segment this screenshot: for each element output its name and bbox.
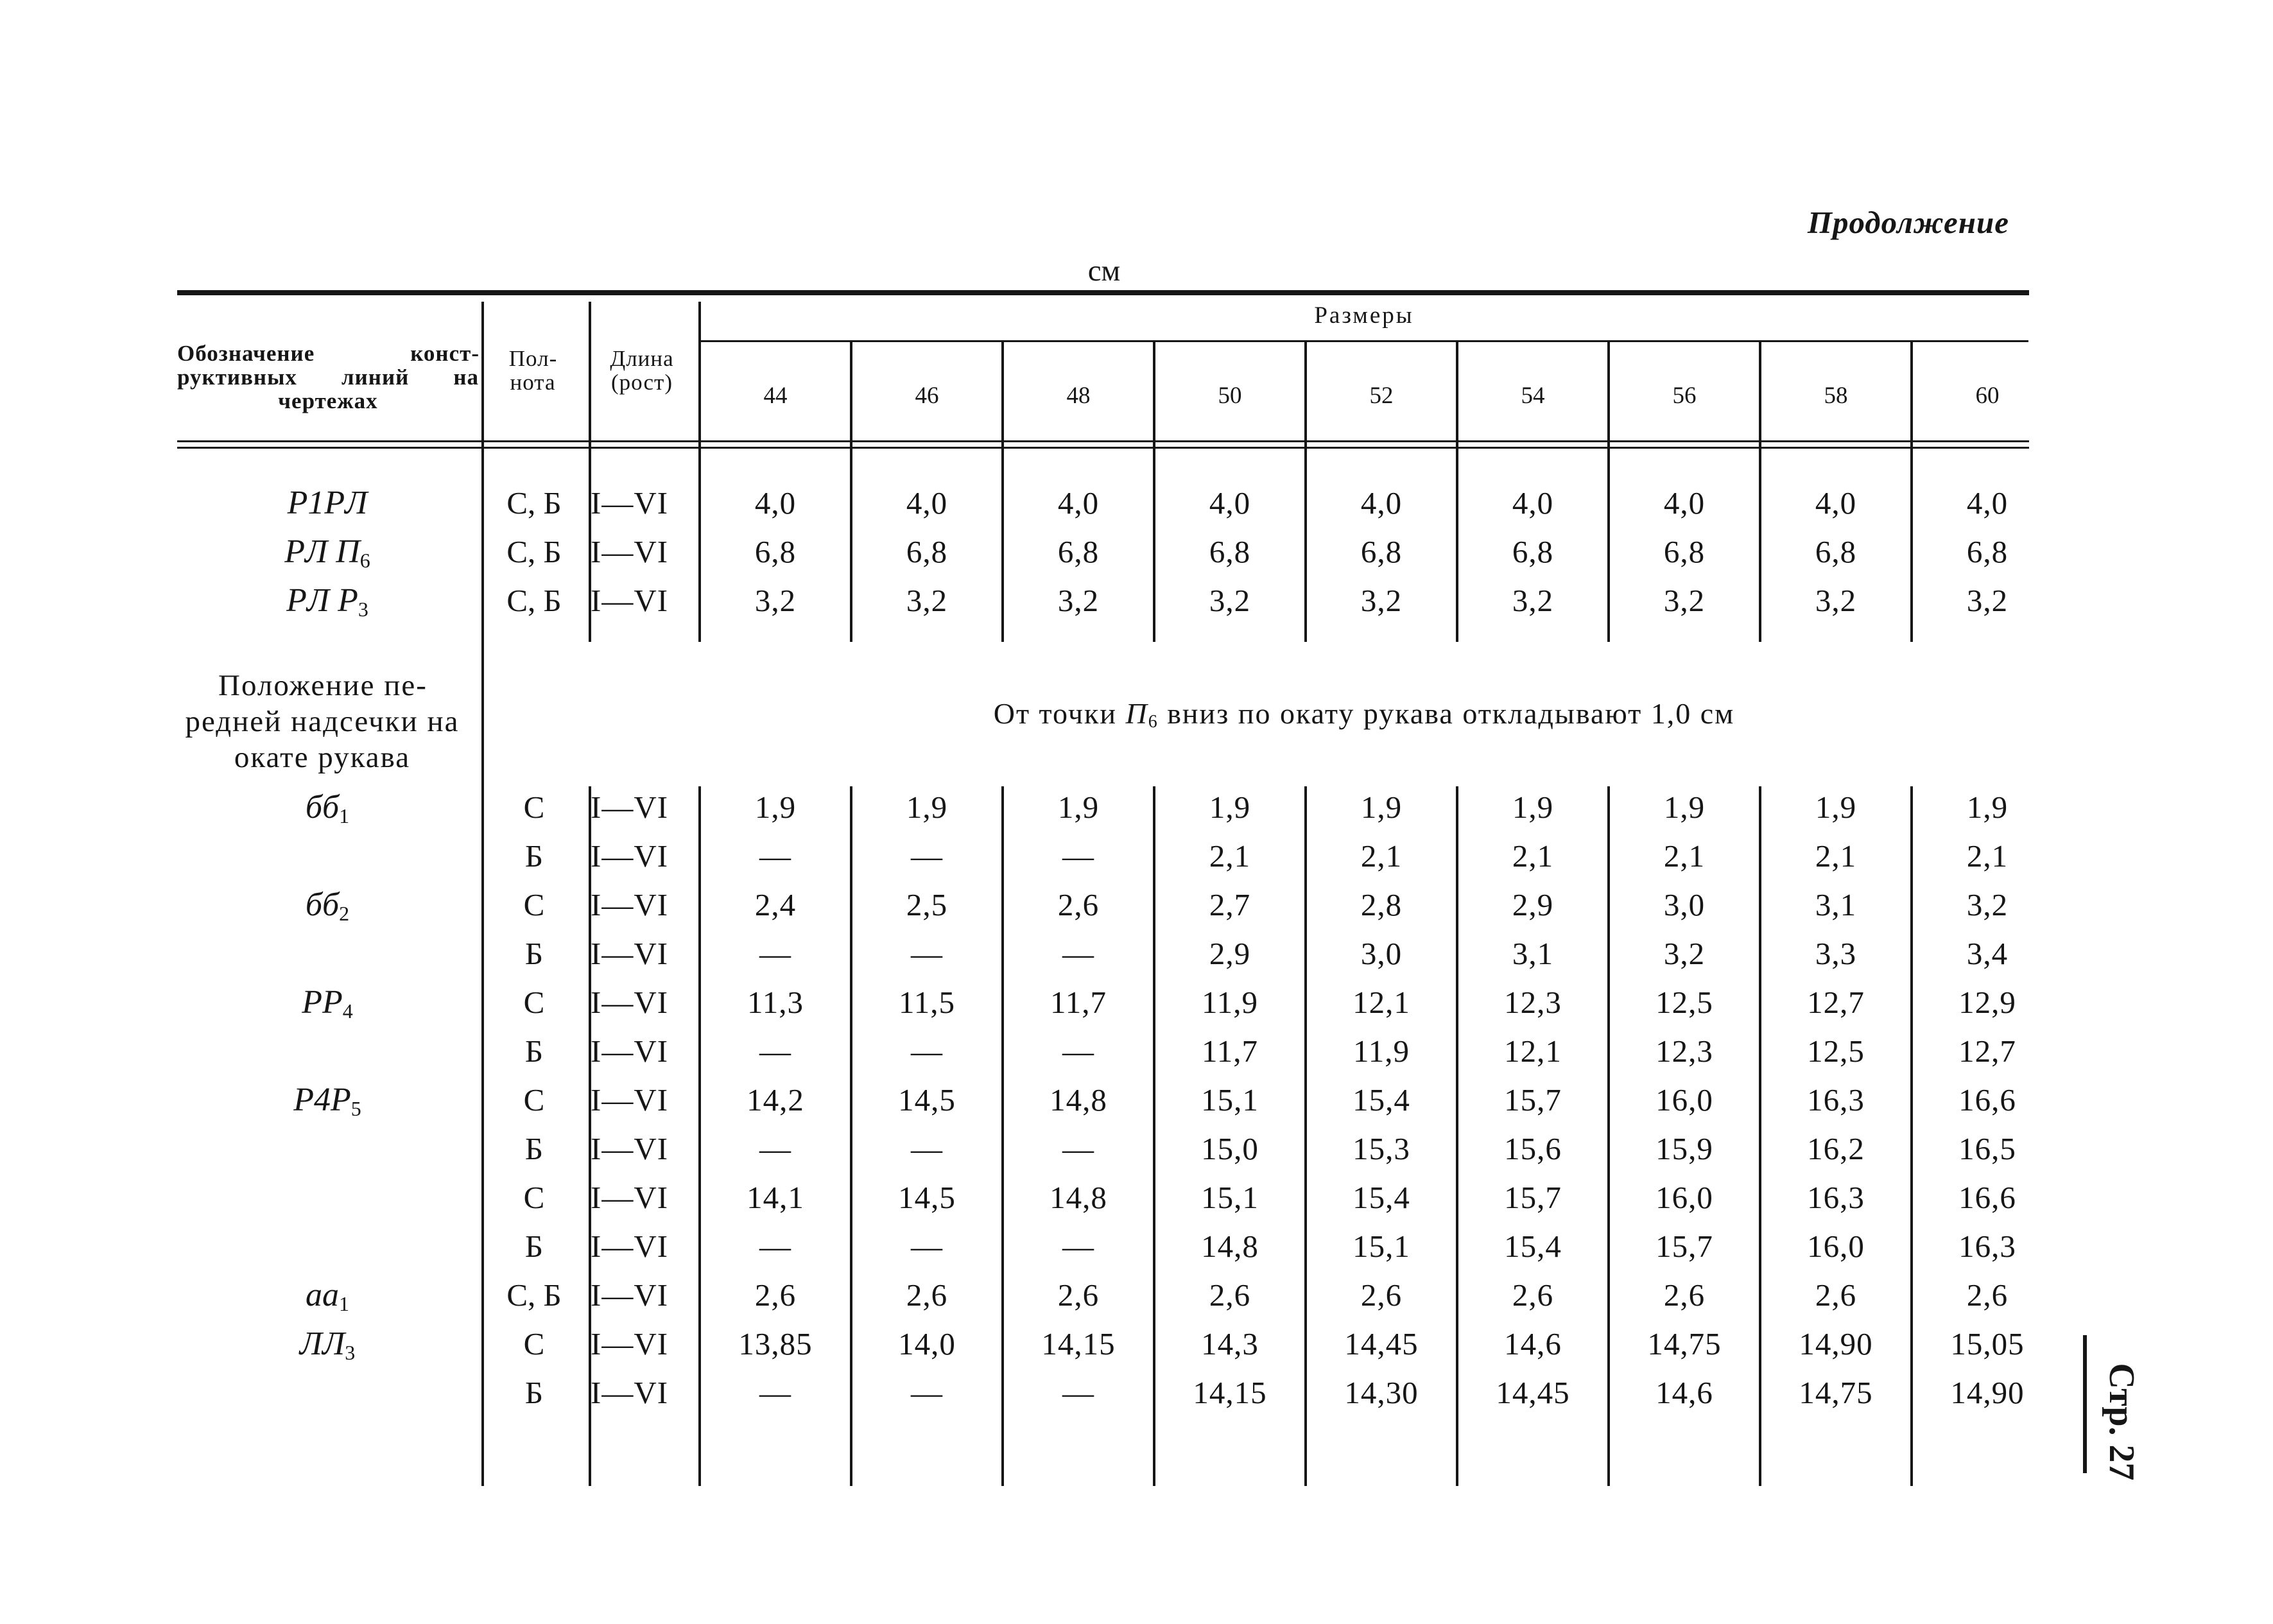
table-cell: 4,0 [1966, 485, 2009, 521]
table-cell: 6,8 [754, 534, 797, 569]
fullness-cell: Б [524, 1229, 544, 1264]
continued-heading: Продолжение [1807, 205, 2009, 240]
table-cell: 3,2 [1663, 583, 1706, 618]
table-cell: 4,0 [1663, 485, 1706, 521]
line-designation: $бб_1$ [305, 789, 350, 827]
table-cell: 15,1 [1353, 1229, 1410, 1264]
size-header: 50 [1218, 383, 1242, 409]
length-cell: I—VI [591, 985, 669, 1020]
table-head-sizes-caption: Размеры [1314, 302, 1414, 329]
length-cell: I—VI [591, 790, 669, 825]
table-cell: — [911, 1033, 943, 1069]
table-cell: 6,8 [1512, 534, 1554, 569]
length-cell: I—VI [591, 1375, 669, 1410]
fullness-cell: Б [524, 1033, 544, 1069]
table-cell: 14,45 [1344, 1326, 1419, 1361]
table-cell: 2,6 [1815, 1277, 1857, 1313]
fullness-cell: С [523, 1180, 545, 1215]
fullness-cell: С [523, 790, 545, 825]
table-cell: 1,9 [1815, 790, 1857, 825]
table-cell: 3,2 [906, 583, 948, 618]
table-cell: 3,4 [1966, 936, 2009, 971]
table-cell: — [759, 936, 791, 971]
size-header: 44 [763, 383, 788, 409]
table-cell: 11,7 [1202, 1033, 1258, 1069]
table-cell: 6,8 [1815, 534, 1857, 569]
table-cell: — [1062, 1375, 1094, 1410]
table-cell: 14,1 [747, 1180, 804, 1215]
sizes-caption-rule [700, 340, 2028, 342]
table-cell: 15,7 [1504, 1180, 1562, 1215]
table-cell: 11,9 [1202, 985, 1258, 1020]
table-cell: 2,1 [1360, 838, 1403, 874]
table-cell: 1,9 [1663, 790, 1706, 825]
line-designation: PЛ $P_3$ [286, 582, 368, 621]
fullness-cell: С, Б [506, 1277, 562, 1313]
table-cell: 14,8 [1050, 1082, 1107, 1118]
table-cell: — [1062, 1131, 1094, 1166]
table-cell: — [759, 1375, 791, 1410]
length-cell: I—VI [591, 1229, 669, 1264]
table-cell: 3,0 [1663, 887, 1706, 922]
table-cell: 2,6 [754, 1277, 797, 1313]
size-header: 54 [1521, 383, 1545, 409]
fullness-cell: С [523, 887, 545, 922]
table-cell: 1,9 [1512, 790, 1554, 825]
table-cell: 3,2 [754, 583, 797, 618]
table-cell: — [911, 936, 943, 971]
length-cell: I—VI [591, 1180, 669, 1215]
table-cell: 4,0 [1512, 485, 1554, 521]
table-cell: 3,2 [1966, 583, 2009, 618]
table-cell: 12,3 [1504, 985, 1562, 1020]
table-cell: 12,1 [1353, 985, 1410, 1020]
table-cell: 14,75 [1799, 1375, 1873, 1410]
length-cell: I—VI [591, 485, 669, 521]
table-cell: 12,3 [1655, 1033, 1713, 1069]
table-cell: 4,0 [1360, 485, 1403, 521]
fullness-cell: Б [524, 936, 544, 971]
size-header: 58 [1824, 383, 1848, 409]
length-cell: I—VI [591, 936, 669, 971]
table-cell: 1,9 [1966, 790, 2009, 825]
table-cell: 3,0 [1360, 936, 1403, 971]
table-cell: 12,5 [1655, 985, 1713, 1020]
line-designation: $бб_2$ [305, 886, 350, 925]
length-cell: I—VI [591, 1277, 669, 1313]
table-cell: — [911, 1375, 943, 1410]
notch-position-note: От точки $П_6$ вниз по окату рукава откладывают 1,0 см [993, 697, 1735, 732]
table-cell: — [911, 838, 943, 874]
table-cell: 15,6 [1504, 1131, 1562, 1166]
table-cell: 6,8 [1209, 534, 1251, 569]
header-bottom-rule-2 [177, 447, 2029, 449]
table-cell: 14,6 [1655, 1375, 1713, 1410]
table-cell: 16,3 [1958, 1229, 2016, 1264]
table-cell: 6,8 [1966, 534, 2009, 569]
table-cell: 15,3 [1353, 1131, 1410, 1166]
page-number: Стр. 27 [2102, 1363, 2141, 1481]
table-cell: 15,4 [1504, 1229, 1562, 1264]
table-cell: 15,4 [1353, 1180, 1410, 1215]
table-cell: 14,8 [1201, 1229, 1259, 1264]
table-cell: 14,5 [898, 1082, 956, 1118]
table-cell: 3,2 [1663, 936, 1706, 971]
table-cell: 4,0 [1209, 485, 1251, 521]
table-cell: 4,0 [906, 485, 948, 521]
table-cell: 2,1 [1663, 838, 1706, 874]
length-cell: I—VI [591, 583, 669, 618]
table-cell: 15,1 [1201, 1082, 1259, 1118]
table-cell: — [1062, 936, 1094, 971]
line-designation: P1PЛ [287, 485, 368, 521]
table-cell: 2,1 [1815, 838, 1857, 874]
table-cell: 16,6 [1958, 1082, 2016, 1118]
table-cell: 2,6 [906, 1277, 948, 1313]
length-cell: I—VI [591, 838, 669, 874]
size-header: 46 [915, 383, 939, 409]
table-cell: 15,0 [1201, 1131, 1259, 1166]
table-cell: 1,9 [1209, 790, 1251, 825]
table-head-fullness: Полнота [508, 346, 557, 395]
table-cell: 13,85 [738, 1326, 813, 1361]
table-cell: 4,0 [1057, 485, 1100, 521]
table-cell: — [1062, 838, 1094, 874]
table-cell: 15,7 [1655, 1229, 1713, 1264]
table-cell: 4,0 [754, 485, 797, 521]
table-cell: 15,1 [1201, 1180, 1259, 1215]
table-cell: 2,5 [906, 887, 948, 922]
size-header: 48 [1066, 383, 1091, 409]
table-cell: 1,9 [1360, 790, 1403, 825]
table-cell: 3,2 [1360, 583, 1403, 618]
table-cell: 14,3 [1201, 1326, 1259, 1361]
table-cell: 1,9 [906, 790, 948, 825]
table-cell: 3,2 [1209, 583, 1251, 618]
table-cell: 2,8 [1360, 887, 1403, 922]
table-cell: 6,8 [1663, 534, 1706, 569]
table-cell: 2,6 [1360, 1277, 1403, 1313]
notch-position-label: Положение передней надсечки на окате рукава [185, 669, 460, 774]
table-head-length: Длина (рост) [610, 346, 674, 395]
table-cell: 2,6 [1209, 1277, 1251, 1313]
fullness-cell: С, Б [506, 583, 562, 618]
table-cell: 2,4 [754, 887, 797, 922]
table-cell: 3,2 [1057, 583, 1100, 618]
size-header: 60 [1975, 383, 2000, 409]
table-cell: 16,5 [1958, 1131, 2016, 1166]
table-cell: — [759, 1131, 791, 1166]
table-cell: 14,90 [1799, 1326, 1873, 1361]
table-cell: 2,6 [1512, 1277, 1554, 1313]
table-cell: — [1062, 1033, 1094, 1069]
fullness-cell: С, Б [506, 485, 562, 521]
table-cell: 3,2 [1966, 887, 2009, 922]
line-designation: PЛ $П_6$ [284, 533, 370, 572]
fullness-cell: Б [524, 838, 544, 874]
table-cell: 1,9 [1057, 790, 1100, 825]
length-cell: I—VI [591, 534, 669, 569]
table-cell: 11,9 [1353, 1033, 1410, 1069]
table-cell: 15,9 [1655, 1131, 1713, 1166]
table-cell: 3,2 [1815, 583, 1857, 618]
table-cell: — [1062, 1229, 1094, 1264]
table-cell: 14,6 [1504, 1326, 1562, 1361]
table-cell: 2,6 [1057, 1277, 1100, 1313]
table-cell: 6,8 [1057, 534, 1100, 569]
table-cell: 12,7 [1807, 985, 1865, 1020]
length-cell: I—VI [591, 1033, 669, 1069]
table-cell: 2,6 [1057, 887, 1100, 922]
header-bottom-rule [177, 440, 2029, 442]
table-cell: 4,0 [1815, 485, 1857, 521]
fullness-cell: Б [524, 1131, 544, 1166]
table-cell: 11,3 [747, 985, 804, 1020]
length-cell: I—VI [591, 1082, 669, 1118]
table-cell: 2,9 [1209, 936, 1251, 971]
table-cell: 15,4 [1353, 1082, 1410, 1118]
table-cell: 16,0 [1655, 1180, 1713, 1215]
table-cell: 2,1 [1209, 838, 1251, 874]
table-cell: 2,6 [1663, 1277, 1706, 1313]
size-header: 52 [1369, 383, 1394, 409]
table-cell: 14,75 [1647, 1326, 1722, 1361]
fullness-cell: С [523, 985, 545, 1020]
table-cell: 14,2 [747, 1082, 804, 1118]
table-cell: 3,1 [1815, 887, 1857, 922]
table-cell: 3,1 [1512, 936, 1554, 971]
fullness-cell: С [523, 1326, 545, 1361]
table-cell: 16,2 [1807, 1131, 1865, 1166]
table-cell: — [759, 838, 791, 874]
table-cell: 2,1 [1966, 838, 2009, 874]
table-cell: 12,7 [1958, 1033, 2016, 1069]
length-cell: I—VI [591, 1131, 669, 1166]
table-cell: 14,5 [898, 1180, 956, 1215]
table-cell: 15,7 [1504, 1082, 1562, 1118]
table-cell: 15,05 [1950, 1326, 2025, 1361]
table-cell: 14,45 [1496, 1375, 1570, 1410]
line-designation: $P4P_5$ [293, 1082, 361, 1120]
table-head-designation: Обозначение конструктивных линий на чертежах [177, 341, 479, 413]
fullness-cell: С, Б [506, 534, 562, 569]
table-cell: 1,9 [754, 790, 797, 825]
table-cell: 2,1 [1512, 838, 1554, 874]
length-cell: I—VI [591, 887, 669, 922]
table-cell: 14,90 [1950, 1375, 2025, 1410]
table-cell: 14,30 [1344, 1375, 1419, 1410]
table-cell: — [911, 1131, 943, 1166]
table-cell: 14,15 [1041, 1326, 1116, 1361]
table-cell: 6,8 [906, 534, 948, 569]
size-header: 56 [1672, 383, 1697, 409]
line-designation: $ЛЛ_3$ [299, 1326, 356, 1364]
table-cell: 12,1 [1504, 1033, 1562, 1069]
table-cell: 14,15 [1193, 1375, 1267, 1410]
table-cell: 2,9 [1512, 887, 1554, 922]
table-cell: 16,0 [1655, 1082, 1713, 1118]
table-cell: 12,9 [1958, 985, 2016, 1020]
line-designation: $aa_1$ [306, 1277, 349, 1315]
table-cell: 16,0 [1807, 1229, 1865, 1264]
table-top-rule [177, 290, 2029, 295]
table-cell: — [759, 1033, 791, 1069]
line-designation: $PP_4$ [302, 984, 353, 1023]
table-cell: 16,6 [1958, 1180, 2016, 1215]
table-cell: 3,3 [1815, 936, 1857, 971]
table-cell: 14,8 [1050, 1180, 1107, 1215]
table-cell: 11,7 [1050, 985, 1107, 1020]
table-cell: 3,2 [1512, 583, 1554, 618]
table-cell: 16,3 [1807, 1082, 1865, 1118]
table-cell: 12,5 [1807, 1033, 1865, 1069]
table-cell: 2,6 [1966, 1277, 2009, 1313]
table-cell: — [911, 1229, 943, 1264]
table-cell: — [759, 1229, 791, 1264]
table-cell: 6,8 [1360, 534, 1403, 569]
table-cell: 2,7 [1209, 887, 1251, 922]
fullness-cell: Б [524, 1375, 544, 1410]
unit-label: см [1087, 254, 1121, 288]
fullness-cell: С [523, 1082, 545, 1118]
table-cell: 14,0 [898, 1326, 956, 1361]
length-cell: I—VI [591, 1326, 669, 1361]
table-cell: 11,5 [899, 985, 955, 1020]
table-cell: 16,3 [1807, 1180, 1865, 1215]
